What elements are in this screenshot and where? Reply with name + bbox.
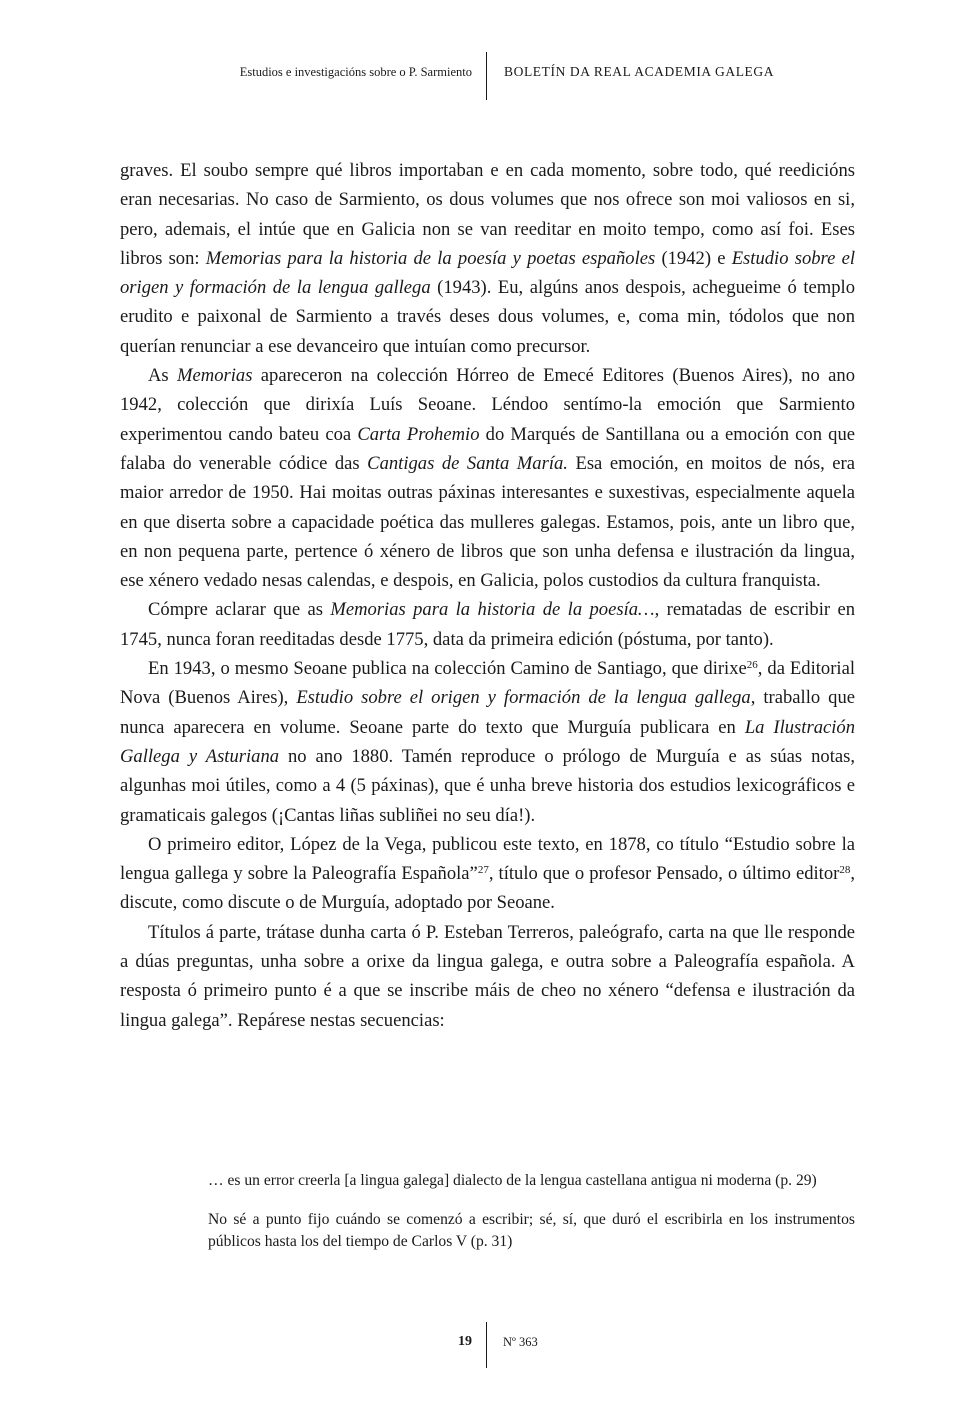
- text-run: no ano 1880. Tamén reproduce o prólogo de Murguía e as súas notas, algunhas moi útiles, como a 4 (5 páxinas), que é unha breve historia dos estudios lexicográficos e gramaticais galegos (¡Cantas liñas subliñei no seu día!).: [120, 745, 855, 826]
- footnote-reference: 26: [746, 659, 758, 672]
- paragraph: [120, 156, 855, 361]
- text-run: En 1943, o mesmo Seoane publica na colección Camino de Santiago, que dirixe: [148, 658, 747, 680]
- footnote-reference: 28: [839, 864, 851, 877]
- italic-title: Estudio sobre el origen y formación de la lengua gallega: [120, 247, 855, 299]
- italic-title: Estudio sobre el origen y formación de la lengua gallega: [296, 687, 751, 709]
- running-header: [0, 52, 975, 100]
- italic-title: Memorias: [177, 365, 253, 387]
- italic-title: Cantigas de Santa María.: [367, 452, 568, 474]
- block-quotes: [208, 1170, 855, 1270]
- italic-title: La Ilustración Gallega y Asturiana: [120, 716, 855, 767]
- quote-paragraph: … es un error creerla [a lingua galega] dialecto de la lengua castellana antigua ni moderna (p. 29): [208, 1172, 817, 1189]
- issue-number: Nº 363: [503, 1335, 538, 1349]
- paragraph: [120, 361, 855, 595]
- running-footer: [0, 1322, 975, 1368]
- text-run: (1942) e: [655, 247, 732, 269]
- header-journal-title: BOLETÍN DA REAL ACADEMIA GALEGA: [504, 64, 775, 79]
- paragraph: [120, 654, 855, 830]
- text-run: graves. El soubo sempre qué libros importaban e en cada momento, sobre todo, qué reedicións eran necesarias. No caso de Sarmiento, os dous volumes que nos ofrece son moi valiosos en si, pero, ademais, el intúe que en Galicia non se van reeditar en moito tempo, como así foi. Eses libros son:: [120, 160, 855, 269]
- italic-title: Carta Prohemio: [357, 423, 480, 445]
- paragraph: [120, 595, 855, 654]
- page-number: 19: [458, 1334, 472, 1349]
- paragraph: [120, 830, 855, 918]
- text-run: , traballo que nunca aparecera en volume. Seoane parte do texto que Murguía publicara en: [120, 687, 856, 738]
- text-run: O primeiro editor, López de la Vega, publicou este texto, en 1878, co título “Estudio sobre la lengua gallega y sobre la Paleografía Española”: [120, 833, 855, 885]
- text-run: , da Editorial Nova (Buenos Aires),: [120, 658, 855, 709]
- italic-title: Memorias para la historia de la poesía y poetas españoles: [205, 247, 656, 269]
- body-text: [120, 156, 855, 1035]
- footnote-reference: 27: [477, 864, 489, 877]
- text-run: Cómpre aclarar que as: [148, 599, 331, 621]
- text-run: (1943). Eu, algúns anos despois, achegueime ó templo erudito e paixonal de Sarmiento a través deses dous volumes, e, coma min, tódolos que non querían renunciar a ese devanceiro que intuían como precursor.: [120, 277, 855, 357]
- text-run: do Marqués de Santillana ou a emoción con que falaba do venerable códice das: [120, 423, 856, 474]
- italic-title: Memorias para la historia de la poesía…: [330, 599, 655, 621]
- text-run: , título que o profesor Pensado, o último editor: [488, 863, 840, 885]
- paragraph: [120, 918, 855, 1035]
- text-run: Esa emoción, en moitos de nós, era maior arredor de 1950. Hai moitas outras páxinas interesantes e suxestivas, especialmente aquela en que diserta sobre a capacidade poética das mulleres galegas. Estamos, pois, ante un libro que, en non pequena parte, pertence ó xénero de libros que son unha defensa e ilustración da lingua, ese xénero vedado nesas calendas, e despois, en Galicia, polos custodios da cultura franquista.: [120, 452, 855, 592]
- text-run: As: [148, 365, 178, 387]
- footer-divider: [486, 1322, 487, 1368]
- text-run: apareceron na colección Hórreo de Emecé Editores (Buenos Aires), no ano 1942, colección que dirixía Luís Seoane. Léndoo sentímo-la emoción que Sarmiento experimentou cando bateu coa: [120, 365, 855, 445]
- quote-paragraph: No sé a punto fijo cuándo se comenzó a escribir; sé, sí, que duró el escribirla en los instrumentos públicos hasta los del tiempo de Carlos V (p. 31): [208, 1210, 855, 1250]
- text-run: , rematadas de escribir en 1745, nunca foran reeditadas desde 1775, data da primeira edición (póstuma, por tanto).: [120, 599, 855, 650]
- text-run: Títulos á parte, trátase dunha carta ó P. Esteban Terreros, paleógrafo, carta na que lle responde a dúas preguntas, unha sobre a orixe da lingua galega, e outra sobre a Paleografía española. A resposta ó primeiro punto é a que se inscribe máis de cheo no xénero “defensa e ilustración da lingua galega”. Repárese nestas secuencias:: [120, 921, 855, 1031]
- header-section-title: Estudios e investigacións sobre o P. Sarmiento: [239, 65, 472, 79]
- text-run: , discute, como discute o de Murguía, adoptado por Seoane.: [120, 863, 855, 914]
- header-divider: [486, 52, 487, 100]
